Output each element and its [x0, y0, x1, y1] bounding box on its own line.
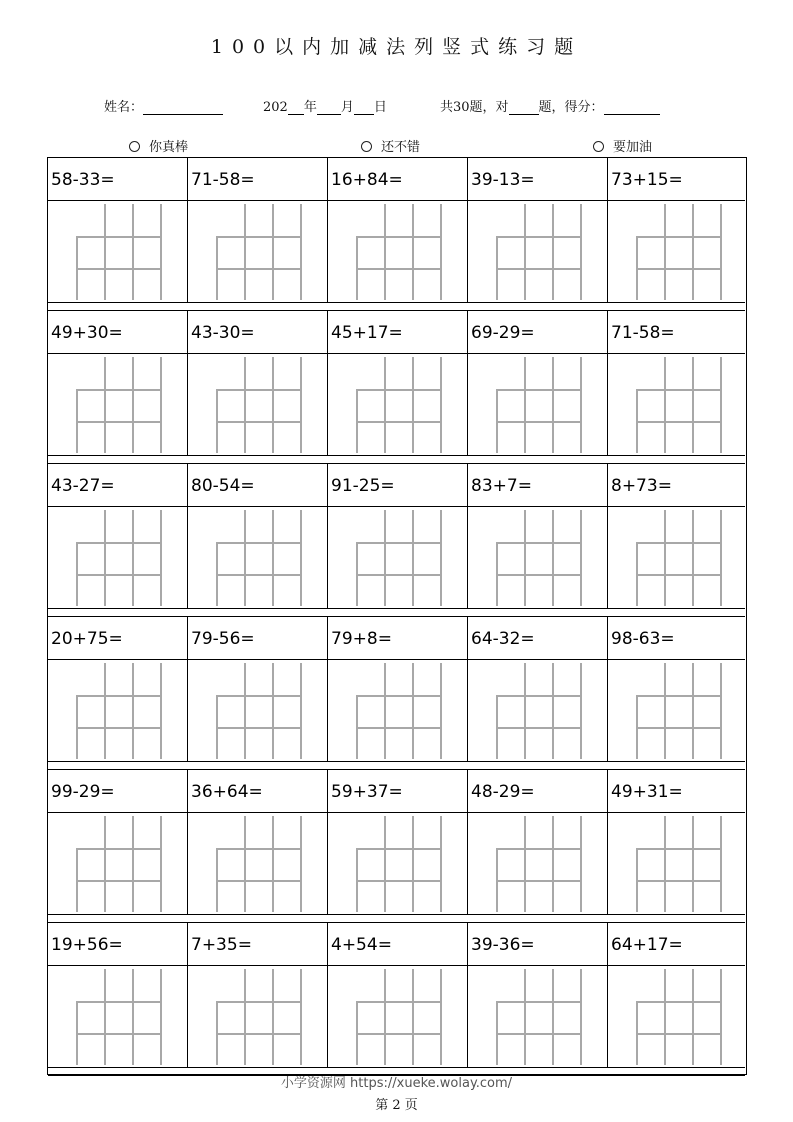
grid-line [160, 663, 162, 759]
grid-line [160, 816, 162, 912]
grid-line [216, 880, 302, 882]
problem-equation: 49+30= [51, 323, 123, 343]
problem-cell [608, 770, 748, 915]
year-prefix: 202 [263, 100, 288, 115]
grid-line [216, 389, 302, 391]
grid-line [356, 848, 442, 850]
grid-line [356, 574, 442, 576]
grid-line [244, 663, 246, 759]
grid-line [412, 663, 414, 759]
problem-cell [48, 770, 188, 915]
name-field[interactable] [104, 96, 223, 115]
grid-line [412, 510, 414, 606]
row-separator [48, 761, 745, 770]
vertical-calc-grid[interactable] [216, 969, 300, 1065]
grid-line [440, 969, 442, 1065]
grid-line [664, 510, 666, 606]
rating-option[interactable] [593, 136, 652, 155]
grid-line [104, 357, 106, 453]
grid-line [636, 268, 722, 270]
grid-line [132, 204, 134, 300]
problem-equation: 69-29= [471, 323, 535, 343]
problem-equation: 43-30= [191, 323, 255, 343]
year-label: 年 [303, 100, 317, 115]
grid-line [76, 1001, 162, 1003]
grid-line [272, 204, 274, 300]
problem-cell [468, 923, 608, 1068]
grid-line [76, 1033, 162, 1035]
grid-line [244, 816, 246, 912]
row-separator [48, 608, 745, 617]
grid-line [496, 695, 582, 697]
grid-line [636, 542, 722, 544]
grid-line [440, 510, 442, 606]
grid-line [272, 357, 274, 453]
grid-line [412, 357, 414, 453]
grid-line [552, 204, 554, 300]
grid-line [636, 695, 722, 697]
grid-line [216, 1033, 302, 1035]
grid-line [356, 880, 442, 882]
grid-line [412, 204, 414, 300]
grid-line [76, 727, 162, 729]
grid-line [664, 969, 666, 1065]
grid-line [496, 880, 582, 882]
grid-line [636, 421, 722, 423]
grid-line [356, 389, 442, 391]
grid-line [496, 574, 582, 576]
grid-line [104, 816, 106, 912]
problem-equation: 98-63= [611, 629, 675, 649]
grid-line [356, 695, 442, 697]
grid-line [356, 268, 442, 270]
grid-line [580, 969, 582, 1065]
grid-line [524, 663, 526, 759]
grid-line [104, 510, 106, 606]
problem-cell [468, 464, 608, 609]
grid-line [356, 1001, 442, 1003]
grid-line [692, 510, 694, 606]
vertical-calc-grid[interactable] [496, 357, 580, 453]
vertical-calc-grid[interactable] [356, 969, 440, 1065]
grid-line [356, 421, 442, 423]
problem-cell [328, 158, 468, 303]
grid-line [300, 663, 302, 759]
problem-equation: 45+17= [331, 323, 403, 343]
grid-line [496, 542, 582, 544]
grid-line [300, 969, 302, 1065]
problem-cell [328, 311, 468, 456]
problem-equation: 20+75= [51, 629, 123, 649]
vertical-calc-grid[interactable] [216, 816, 300, 912]
problem-equation: 64-32= [471, 629, 535, 649]
vertical-calc-grid[interactable] [76, 204, 160, 300]
grid-line [524, 969, 526, 1065]
row-separator [48, 914, 745, 923]
grid-line [160, 204, 162, 300]
vertical-calc-grid[interactable] [496, 663, 580, 759]
problem-cell [468, 158, 608, 303]
problem-cell [48, 923, 188, 1068]
vertical-calc-grid[interactable] [76, 969, 160, 1065]
problem-equation: 79+8= [331, 629, 392, 649]
problem-cell [48, 464, 188, 609]
grid-line [132, 510, 134, 606]
grid-line [636, 574, 722, 576]
grid-line [76, 421, 162, 423]
grid-line [664, 204, 666, 300]
grid-line [216, 1001, 302, 1003]
grid-line [636, 848, 722, 850]
rating-label: 还不错 [381, 140, 421, 155]
grid-line [636, 727, 722, 729]
problem-cell [328, 617, 468, 762]
score-blank[interactable] [604, 101, 660, 115]
grid-line [272, 969, 274, 1065]
grid-line [300, 510, 302, 606]
grid-line [524, 204, 526, 300]
grid-line [272, 663, 274, 759]
vertical-calc-grid[interactable] [636, 204, 720, 300]
vertical-calc-grid[interactable] [216, 663, 300, 759]
problem-equation: 39-13= [471, 170, 535, 190]
grid-line [692, 663, 694, 759]
vertical-calc-grid[interactable] [76, 357, 160, 453]
vertical-calc-grid[interactable] [496, 510, 580, 606]
grid-line [244, 510, 246, 606]
grid-line [552, 357, 554, 453]
name-label: 姓名： [104, 100, 144, 115]
grid-line [496, 389, 582, 391]
grid-line [160, 969, 162, 1065]
problem-equation: 39-36= [471, 935, 535, 955]
year-blank[interactable] [288, 101, 304, 115]
grid-line [216, 542, 302, 544]
date-field [263, 96, 387, 115]
problem-equation: 79-56= [191, 629, 255, 649]
grid-line [300, 204, 302, 300]
problem-row [48, 923, 745, 1068]
problem-cell [188, 464, 328, 609]
grid-line [104, 663, 106, 759]
grid-line [636, 1033, 722, 1035]
grid-line [412, 969, 414, 1065]
vertical-calc-grid[interactable] [356, 357, 440, 453]
circle-icon [129, 141, 140, 152]
row-separator [48, 302, 745, 311]
grid-line [720, 969, 722, 1065]
row-separator [48, 455, 745, 464]
problem-equation: 48-29= [471, 782, 535, 802]
grid-line [356, 236, 442, 238]
grid-line [76, 695, 162, 697]
grid-line [552, 816, 554, 912]
month-label: 月 [340, 100, 354, 115]
grid-line [356, 542, 442, 544]
grid-line [496, 1033, 582, 1035]
grid-line [552, 663, 554, 759]
problem-cell [608, 311, 748, 456]
problem-row [48, 617, 745, 762]
grid-line [636, 236, 722, 238]
problem-cell [608, 617, 748, 762]
problem-cell [608, 923, 748, 1068]
rating-label: 要加油 [613, 140, 653, 155]
grid-line [440, 357, 442, 453]
grid-line [216, 421, 302, 423]
vertical-calc-grid[interactable] [496, 816, 580, 912]
grid-line [104, 969, 106, 1065]
problem-cell [188, 617, 328, 762]
grid-line [440, 816, 442, 912]
grid-line [580, 510, 582, 606]
rating-label: 你真棒 [149, 140, 189, 155]
problem-cell [48, 617, 188, 762]
grid-line [132, 357, 134, 453]
day-blank[interactable] [354, 101, 374, 115]
grid-line [356, 727, 442, 729]
footer-source: 小学资源网 https://xueke.wolay.com/ [280, 1076, 513, 1091]
grid-line [132, 816, 134, 912]
problem-row [48, 158, 745, 303]
problem-equation: 99-29= [51, 782, 115, 802]
score-field [440, 96, 660, 115]
problem-equation: 36+64= [191, 782, 263, 802]
correct-suffix: 题，得分： [538, 100, 604, 115]
grid-line [440, 204, 442, 300]
month-blank[interactable] [317, 101, 341, 115]
grid-line [692, 204, 694, 300]
problem-cell [188, 158, 328, 303]
grid-line [384, 204, 386, 300]
vertical-calc-grid[interactable] [76, 510, 160, 606]
vertical-calc-grid[interactable] [636, 816, 720, 912]
grid-line [692, 969, 694, 1065]
grid-line [412, 816, 414, 912]
grid-line [104, 204, 106, 300]
grid-line [384, 510, 386, 606]
grid-line [216, 695, 302, 697]
grid-line [580, 357, 582, 453]
problem-equation: 64+17= [611, 935, 683, 955]
grid-line [216, 574, 302, 576]
grid-line [524, 510, 526, 606]
circle-icon [361, 141, 372, 152]
grid-line [300, 357, 302, 453]
grid-line [720, 357, 722, 453]
grid-line [552, 969, 554, 1065]
grid-line [664, 816, 666, 912]
vertical-calc-grid[interactable] [216, 204, 300, 300]
name-blank[interactable] [143, 101, 223, 115]
problem-cell [188, 311, 328, 456]
problem-equation: 4+54= [331, 935, 392, 955]
grid-line [496, 421, 582, 423]
rating-option[interactable] [361, 136, 420, 155]
grid-line [76, 880, 162, 882]
problem-cell [188, 770, 328, 915]
vertical-calc-grid[interactable] [496, 969, 580, 1065]
grid-line [496, 268, 582, 270]
grid-line [720, 510, 722, 606]
problem-equation: 59+37= [331, 782, 403, 802]
grid-line [384, 663, 386, 759]
grid-line [76, 268, 162, 270]
grid-line [636, 880, 722, 882]
grid-line [636, 389, 722, 391]
grid-line [692, 816, 694, 912]
grid-line [384, 969, 386, 1065]
grid-line [496, 727, 582, 729]
worksheet-grid [47, 157, 747, 1075]
problem-cell [328, 464, 468, 609]
problem-equation: 73+15= [611, 170, 683, 190]
grid-line [300, 816, 302, 912]
problem-equation: 71-58= [611, 323, 675, 343]
problem-equation: 80-54= [191, 476, 255, 496]
grid-line [580, 816, 582, 912]
grid-line [664, 357, 666, 453]
grid-line [132, 663, 134, 759]
grid-line [636, 1001, 722, 1003]
rating-option[interactable] [129, 136, 188, 155]
page-number: 第 2 页 [375, 1098, 418, 1113]
grid-line [496, 848, 582, 850]
grid-line [496, 1001, 582, 1003]
grid-line [692, 357, 694, 453]
grid-line [524, 816, 526, 912]
vertical-calc-grid[interactable] [216, 357, 300, 453]
problem-equation: 16+84= [331, 170, 403, 190]
grid-line [272, 816, 274, 912]
grid-line [384, 357, 386, 453]
problem-equation: 91-25= [331, 476, 395, 496]
grid-line [272, 510, 274, 606]
grid-line [356, 1033, 442, 1035]
circle-icon [593, 141, 604, 152]
grid-line [76, 848, 162, 850]
problem-equation: 7+35= [191, 935, 252, 955]
problem-row [48, 311, 745, 456]
grid-line [720, 204, 722, 300]
vertical-calc-grid[interactable] [356, 663, 440, 759]
grid-line [244, 204, 246, 300]
vertical-calc-grid[interactable] [76, 816, 160, 912]
grid-line [76, 236, 162, 238]
problem-equation: 71-58= [191, 170, 255, 190]
grid-line [720, 816, 722, 912]
problem-equation: 19+56= [51, 935, 123, 955]
vertical-calc-grid[interactable] [216, 510, 300, 606]
vertical-calc-grid[interactable] [356, 510, 440, 606]
problem-equation: 49+31= [611, 782, 683, 802]
problem-cell [328, 770, 468, 915]
correct-blank[interactable] [509, 101, 539, 115]
grid-line [440, 663, 442, 759]
day-label: 日 [373, 100, 387, 115]
problem-cell [468, 770, 608, 915]
vertical-calc-grid[interactable] [636, 510, 720, 606]
problem-cell [48, 158, 188, 303]
grid-line [580, 663, 582, 759]
grid-line [76, 542, 162, 544]
problem-row [48, 770, 745, 915]
grid-line [216, 848, 302, 850]
grid-line [76, 574, 162, 576]
problem-cell [608, 464, 748, 609]
total-label: 共30题，对 [440, 100, 509, 115]
grid-line [524, 357, 526, 453]
grid-line [496, 236, 582, 238]
problem-equation: 83+7= [471, 476, 532, 496]
grid-line [160, 357, 162, 453]
problem-cell [48, 311, 188, 456]
vertical-calc-grid[interactable] [356, 204, 440, 300]
problem-cell [608, 158, 748, 303]
problem-equation: 8+73= [611, 476, 672, 496]
vertical-calc-grid[interactable] [636, 663, 720, 759]
vertical-calc-grid[interactable] [496, 204, 580, 300]
page-title: 100以内加减法列竖式练习题 [210, 36, 583, 58]
grid-line [552, 510, 554, 606]
grid-line [132, 969, 134, 1065]
problem-cell [468, 617, 608, 762]
problem-cell [188, 923, 328, 1068]
grid-line [580, 204, 582, 300]
problem-cell [328, 923, 468, 1068]
grid-line [216, 236, 302, 238]
problem-row [48, 464, 745, 609]
grid-line [160, 510, 162, 606]
grid-line [384, 816, 386, 912]
grid-line [216, 268, 302, 270]
vertical-calc-grid[interactable] [356, 816, 440, 912]
grid-line [244, 969, 246, 1065]
problem-cell [468, 311, 608, 456]
grid-line [720, 663, 722, 759]
grid-line [216, 727, 302, 729]
grid-line [664, 663, 666, 759]
vertical-calc-grid[interactable] [636, 969, 720, 1065]
vertical-calc-grid[interactable] [76, 663, 160, 759]
grid-line [244, 357, 246, 453]
problem-equation: 58-33= [51, 170, 115, 190]
vertical-calc-grid[interactable] [636, 357, 720, 453]
grid-line [76, 389, 162, 391]
problem-equation: 43-27= [51, 476, 115, 496]
